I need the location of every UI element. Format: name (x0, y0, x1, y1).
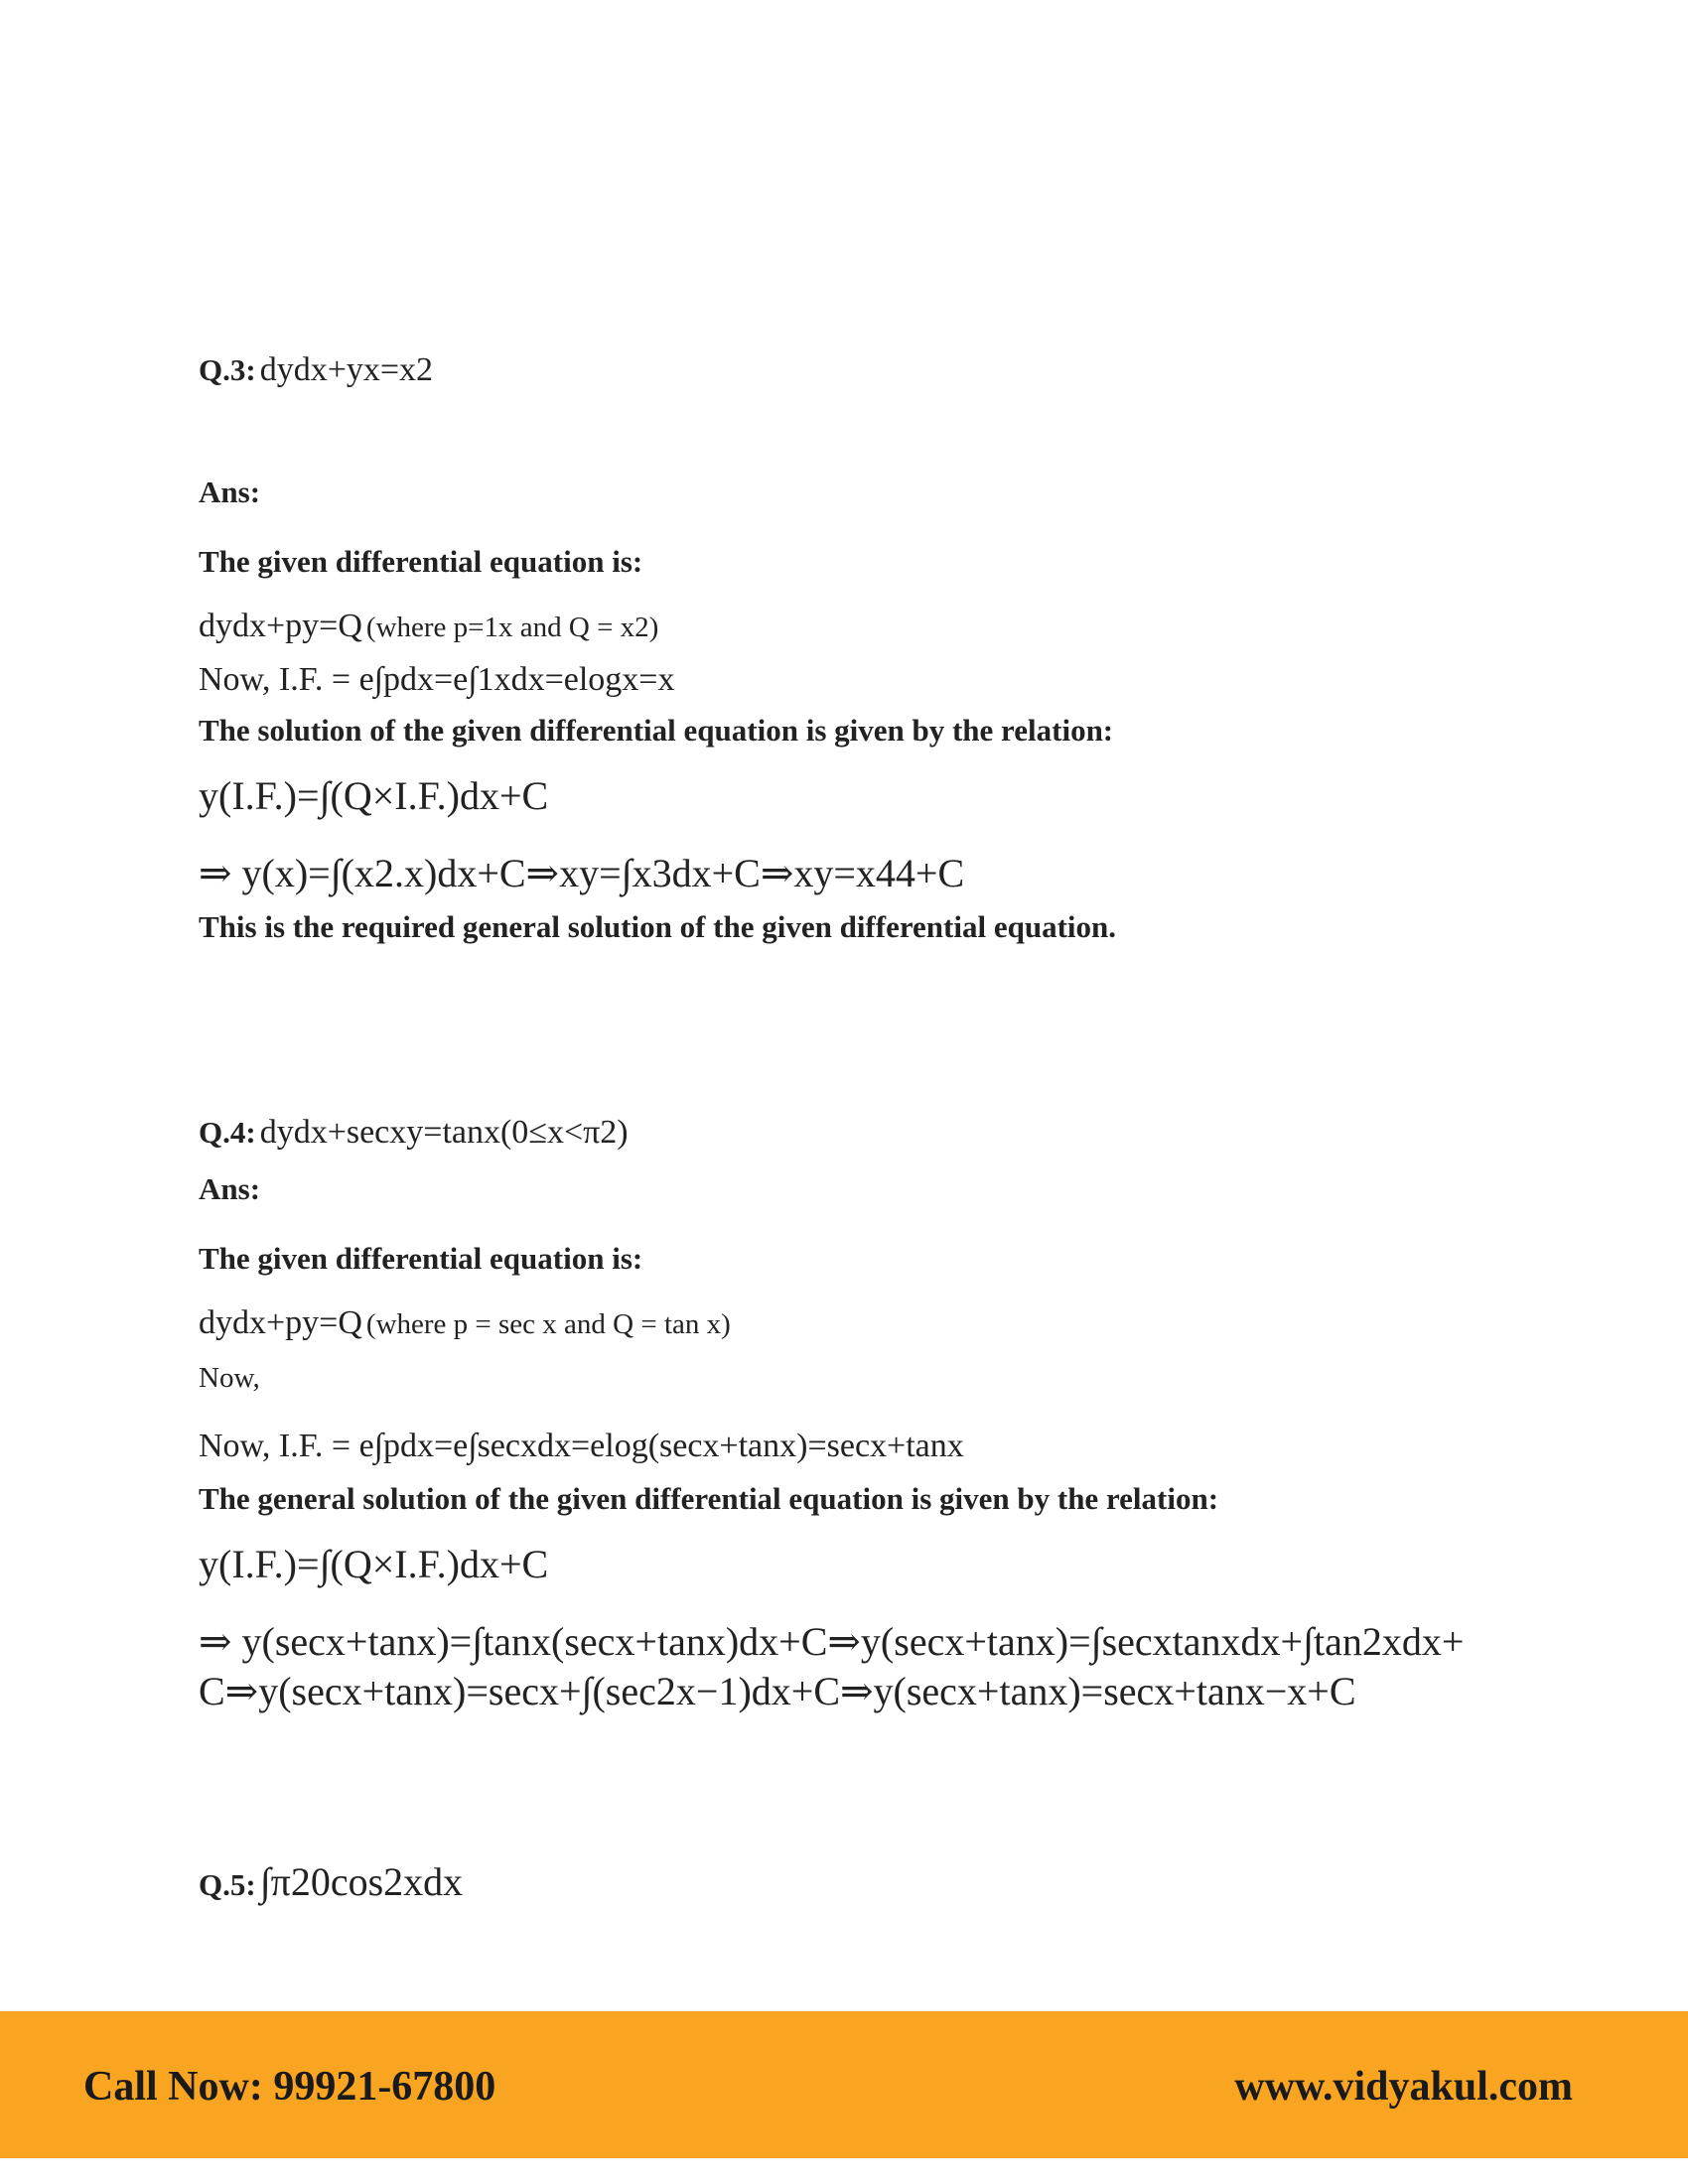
q3-general-form: y(I.F.)=∫(Q×I.F.)dx+C (199, 773, 549, 818)
footer-call: Call Now: 99921-67800 (83, 2064, 496, 2110)
q4-general-form: y(I.F.)=∫(Q×I.F.)dx+C (199, 1542, 549, 1586)
q3-if-line: Now, I.F. = e∫pdx=e∫1xdx=elogx=x (199, 661, 675, 698)
q5-question-line (199, 1859, 464, 1904)
q3-label: Q.3: (199, 352, 256, 387)
q4-question: dydx+secxy=tanx(0≤x<π2) (259, 1114, 629, 1151)
q4-form-note: (where p = sec x and Q = tan x) (365, 1308, 731, 1340)
q3-ans: Ans: (199, 475, 261, 509)
q4-derivation-1: ⇒ y(secx+tanx)=∫tanx(secx+tanx)dx+C⇒y(secx+tanx)=∫secxtanxdx+∫tan2xdx+ (199, 1619, 1465, 1664)
q3-question-line (199, 353, 433, 387)
q3-form-eq: dydx+py=Q (199, 608, 362, 644)
q3-conclusion: This is the required general solution of the given differential equation. (199, 909, 1117, 944)
q4-form-eq: dydx+py=Q (199, 1304, 362, 1341)
q4-ans: Ans: (199, 1171, 261, 1206)
q4-label: Q.4: (199, 1115, 256, 1150)
footer-banner (0, 2011, 1688, 2158)
q4-given: The given differential equation is: (199, 1241, 643, 1276)
q4-now: Now, (199, 1362, 260, 1394)
q5-label: Q.5: (199, 1867, 256, 1902)
q3-question: dydx+yx=x2 (259, 351, 434, 388)
q3-derivation: ⇒ y(x)=∫(x2.x)dx+C⇒xy=∫x3dx+C⇒xy=x44+C (199, 851, 965, 895)
q4-question-line (199, 1116, 629, 1150)
q3-solution-heading: The solution of the given differential equation is given by the relation: (199, 713, 1114, 748)
q3-form-line (199, 610, 658, 643)
q3-form-note: (where p=1x and Q = x2) (365, 612, 659, 643)
footer-website[interactable]: www.vidyakul.com (1234, 2064, 1573, 2110)
q4-form-line (199, 1306, 731, 1340)
q5-question: ∫π20cos2xdx (259, 1859, 464, 1904)
q4-derivation-2: C⇒y(secx+tanx)=secx+∫(sec2x−1)dx+C⇒y(secx+tanx)=secx+tanx−x+C (199, 1669, 1356, 1713)
q3-given: The given differential equation is: (199, 544, 643, 579)
q4-solution-heading: The general solution of the given differential equation is given by the relation: (199, 1481, 1219, 1516)
q4-if-line: Now, I.F. = e∫pdx=e∫secxdx=elog(secx+tanx)=secx+tanx (199, 1428, 964, 1464)
